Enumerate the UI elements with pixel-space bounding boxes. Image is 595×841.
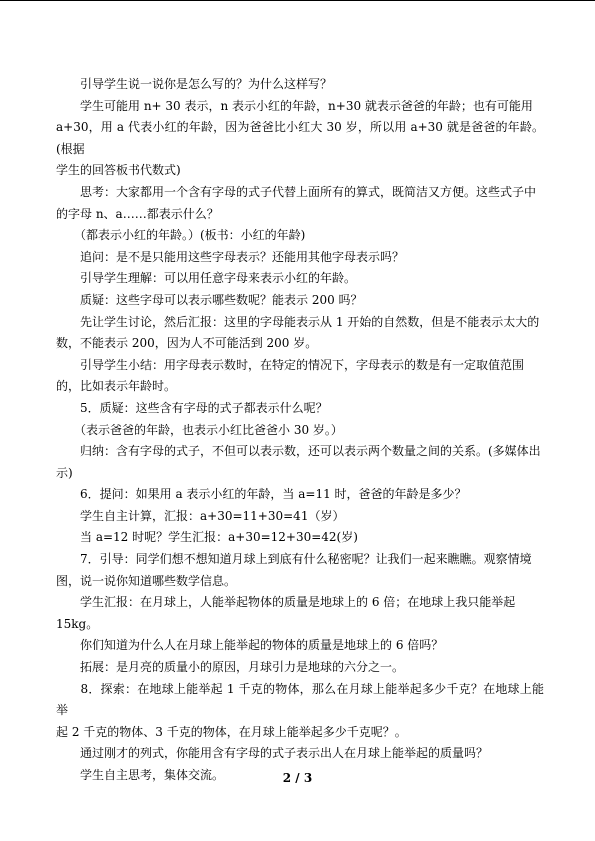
text-line: 6．提问：如果用 a 表示小红的年龄，当 a=11 时，爸爸的年龄是多少？ bbox=[56, 487, 467, 502]
text-line: （都表示小红的年龄。）(板书：小红的年龄) bbox=[56, 228, 306, 243]
text-line: 7．引导：同学们想不想知道月球上到底有什么秘密呢？让我们一起来瞧瞧。观察情境 bbox=[56, 552, 532, 567]
top-rule bbox=[0, 0, 595, 1]
text-line: 质疑：这些字母可以表示哪些数呢？能表示 200 吗？ bbox=[56, 292, 363, 307]
text-line: 示) bbox=[56, 465, 73, 480]
text-line: 通过刚才的列式，你能用含有字母的式子表示出人在月球上能举起的质量吗？ bbox=[56, 746, 489, 761]
text-line: 思考：大家都用一个含有字母的式子代替上面所有的算式，既简洁又方便。这些式子中 bbox=[56, 184, 537, 199]
text-line: 引导学生说一说你是怎么写的？为什么这样写？ bbox=[56, 77, 333, 91]
text-line: （表示爸爸的年龄，也表示小红比爸爸小 30 岁。） bbox=[56, 422, 343, 437]
text-line: 8．探索：在地球上能举起 1 千克的物体，那么在月球上能举起多少千克？在地球上能举 bbox=[56, 681, 544, 718]
text-line: 的，比如表示年龄时。 bbox=[56, 379, 177, 394]
text-line: 的字母 n、a……都表示什么？ bbox=[56, 206, 219, 221]
text-line: 归纳：含有字母的式子，不但可以表示数，还可以表示两个数量之间的关系。(多媒体出 bbox=[56, 444, 541, 459]
text-line: 学生汇报：在月球上，人能举起物体的质量是地球上的 6 倍；在地球上我只能举起 bbox=[56, 595, 516, 610]
text-line: 你们知道为什么人在月球上能举起的物体的质量是地球上的 6 倍吗？ bbox=[56, 638, 444, 653]
document-body bbox=[56, 74, 544, 787]
text-line: a+30，用 a 代表小红的年龄，因为爸爸比小红大 30 岁，所以用 a+30 就是爸爸的年龄。(根据 bbox=[56, 120, 544, 156]
page-number: 2 / 3 bbox=[282, 771, 313, 785]
text-line: 图，说一说你知道哪些数学信息。 bbox=[56, 573, 237, 588]
text-line: 先让学生讨论，然后汇报：这里的字母能表示从 1 开始的自然数，但是不能表示太大的 bbox=[56, 314, 540, 329]
text-line: 数，不能表示 200，因为人不可能活到 200 岁。 bbox=[56, 336, 318, 351]
text-line: 5．质疑：这些含有字母的式子都表示什么呢？ bbox=[56, 400, 328, 415]
text-line: 引导学生理解：可以用任意字母来表示小红的年龄。 bbox=[56, 271, 357, 286]
text-line: 拓展：是月亮的质量小的原因，月球引力是地球的六分之一。 bbox=[56, 660, 405, 675]
text-line: 当 a=12 时呢？学生汇报：a+30=12+30=42(岁) bbox=[56, 530, 358, 545]
text-line: 学生可能用 n+ 30 表示，n 表示小红的年龄，n+30 就表示爸爸的年龄；也有可能用 bbox=[56, 98, 533, 113]
text-line: 引导学生小结：用字母表示数时，在特定的情况下，字母表示的数是有一定取值范围 bbox=[56, 357, 525, 372]
text-line: 学生的回答板书代数式) bbox=[56, 163, 181, 178]
text-line: 学生自主思考，集体交流。 bbox=[56, 768, 225, 782]
text-line: 学生自主计算，汇报：a+30=11+30=41（岁） bbox=[56, 508, 345, 523]
text-line: 起 2 千克的物体、3 千克的物体，在月球上能举起多少千克呢？。 bbox=[56, 724, 407, 739]
text-line: 追问：是不是只能用这些字母表示？还能用其他字母表示吗？ bbox=[56, 249, 405, 264]
text-line: 15kg。 bbox=[56, 616, 99, 631]
